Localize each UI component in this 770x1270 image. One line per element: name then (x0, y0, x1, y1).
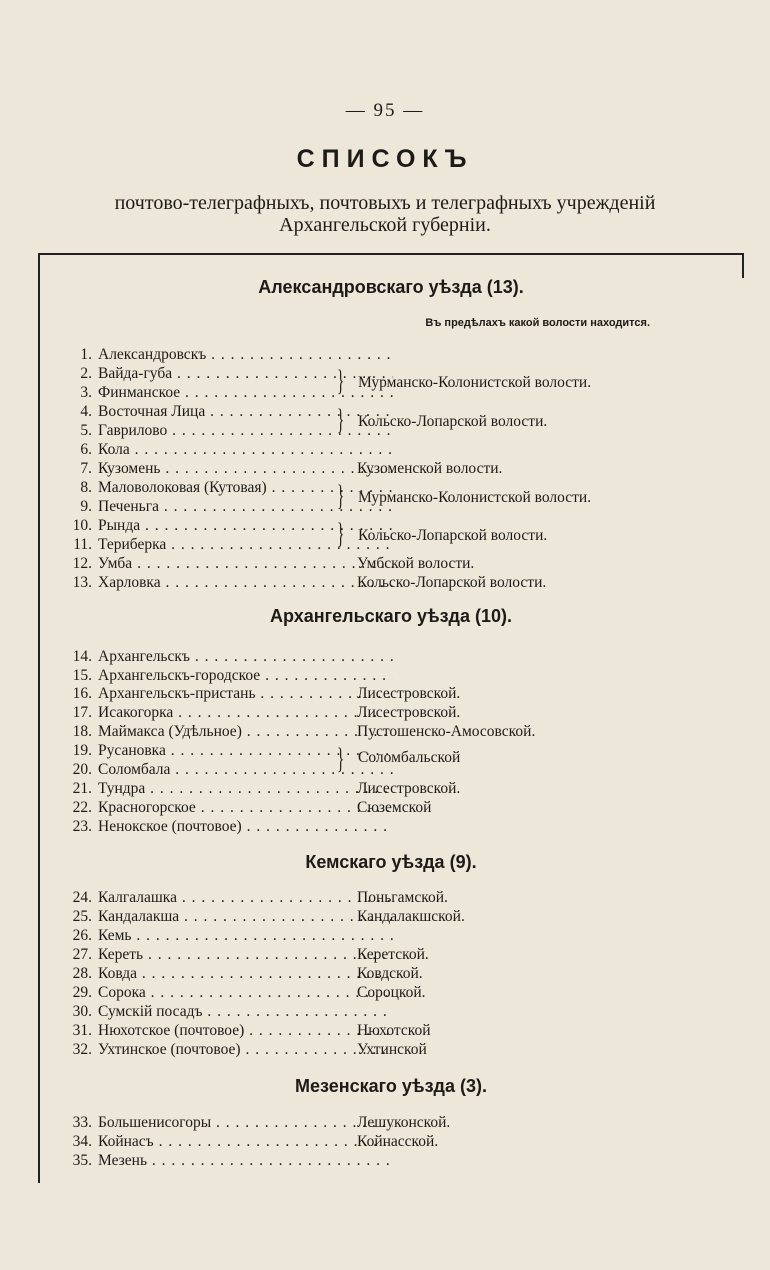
item-name: Александровскъ . . . (98, 345, 393, 364)
item-name: Архангельскъ-пристань . . . (98, 684, 393, 703)
item-volost: Умбской волости. (357, 555, 475, 572)
item-number: 24. (72, 889, 92, 906)
group-volost: Мурманско-Колонистской волости. (358, 374, 592, 391)
list-item (60, 1002, 740, 1021)
item-volost: Поньгамской. (357, 889, 448, 906)
list-item (60, 554, 740, 573)
item-number: 16. (72, 685, 92, 702)
item-volost: Лешуконской. (357, 1114, 451, 1131)
item-name: Умба . . . (98, 554, 393, 573)
item-number: 15. (72, 667, 92, 684)
item-name: Мезень . . . (98, 1151, 393, 1170)
item-name: Восточная Лица . . . (98, 402, 393, 421)
section-title-kem: Кемскаго уѣзда (9). (305, 852, 477, 872)
item-number: 28. (72, 965, 92, 982)
item-volost: Пустошенско-Амосовской. (357, 723, 536, 740)
item-name: Калгалашка . . . (98, 888, 393, 907)
brace: } (337, 403, 345, 436)
item-name: Койнасъ . . . (98, 1132, 393, 1151)
subtitle-line-1: почтово-телеграфныхъ, почтовыхъ и телеграфныхъ учрежденій (114, 192, 656, 214)
section-title-arkhangelsk: Архангельскаго уѣзда (10). (270, 606, 512, 626)
list-item (60, 1132, 740, 1151)
item-number: 21. (72, 780, 92, 797)
list-item (60, 798, 740, 817)
item-number: 1. (80, 346, 92, 363)
column-header: Въ предѣлахъ какой волости находится. (425, 317, 650, 329)
item-number: 10. (72, 517, 92, 534)
item-name: Гаврилово . . . (98, 421, 393, 440)
item-number: 22. (72, 799, 92, 816)
item-number: 30. (72, 1003, 92, 1020)
list-item (60, 666, 740, 685)
brace: } (337, 364, 345, 397)
item-name: Сорока . . . (98, 983, 393, 1002)
item-number: 18. (72, 723, 92, 740)
item-volost: Ухтинской (357, 1041, 427, 1058)
subtitle-line-2: Архангельской губерніи. (279, 214, 491, 236)
item-number: 14. (72, 648, 92, 665)
item-name: Архангельскъ . . . (98, 647, 393, 666)
item-volost: Сороцкой. (357, 984, 426, 1001)
item-number: 20. (72, 761, 92, 778)
item-number: 19. (72, 742, 92, 759)
item-number: 7. (80, 460, 92, 477)
item-name: Маймакса (Удѣльное) . . . (98, 722, 393, 741)
item-name: Красногорское . . . (98, 798, 393, 817)
list-item (60, 345, 740, 364)
item-volost: Сюземской (357, 799, 432, 816)
item-number: 35. (72, 1152, 92, 1169)
item-name: Ненокское (почтовое) . . . (98, 817, 393, 836)
item-name: Печеньга . . . (98, 497, 393, 516)
item-name: Кандалакша . . . (98, 907, 393, 926)
item-number: 6. (80, 441, 92, 458)
item-name: Архангельскъ-городское . . . (98, 666, 393, 685)
item-number: 5. (80, 422, 92, 439)
list-item (60, 440, 740, 459)
item-number: 33. (72, 1114, 92, 1131)
item-number: 25. (72, 908, 92, 925)
frame-right-rule (742, 253, 744, 278)
list-item (60, 647, 740, 666)
item-number: 32. (72, 1041, 92, 1058)
page-title: СПИСОКЪ (296, 145, 474, 173)
item-volost: Кольско-Лопарской волости. (357, 574, 547, 591)
page-number: — 95 — (345, 100, 425, 121)
item-number: 9. (80, 498, 92, 515)
item-number: 12. (72, 555, 92, 572)
item-number: 11. (73, 536, 92, 553)
list-item (60, 459, 740, 478)
item-number: 3. (80, 384, 92, 401)
section-title-aleksandrovsk: Александровскаго уѣзда (13). (258, 277, 524, 297)
item-number: 34. (72, 1133, 92, 1150)
item-number: 23. (72, 818, 92, 835)
item-name: Исакогорка . . . (98, 703, 393, 722)
item-volost: Лисестровской. (357, 685, 461, 702)
item-number: 29. (72, 984, 92, 1001)
item-number: 13. (72, 574, 92, 591)
list-item (60, 779, 740, 798)
item-volost: Керетской. (357, 946, 429, 963)
item-name: Большенисогоры . . . (98, 1113, 393, 1132)
group-volost: Мурманско-Колонистской волости. (358, 489, 592, 506)
item-name: Кемь . . . (98, 926, 393, 945)
item-name: Кереть . . . (98, 945, 393, 964)
list-item (60, 817, 740, 836)
item-name: Сумскій посадъ . . . (98, 1002, 393, 1021)
list-item (60, 983, 740, 1002)
subtitle (0, 192, 770, 236)
list-item (60, 888, 740, 907)
item-volost: Кандалакшской. (357, 908, 465, 925)
item-number: 26. (72, 927, 92, 944)
item-name: Ухтинское (почтовое) . . . (98, 1040, 393, 1059)
item-name: Кузомень . . . (98, 459, 393, 478)
item-name: Тундра . . . (98, 779, 393, 798)
brace: } (337, 517, 345, 550)
item-number: 17. (72, 704, 92, 721)
item-volost: Ковдской. (357, 965, 423, 982)
list-item (60, 907, 740, 926)
item-name: Нюхотское (почтовое) . . . (98, 1021, 393, 1040)
frame-left-rule (38, 253, 40, 1183)
group-volost: Кольско-Лопарской волости. (358, 413, 548, 430)
list-item (60, 1040, 740, 1059)
list-item (60, 964, 740, 983)
list-item (60, 703, 740, 722)
item-name: Териберка . . . (98, 535, 393, 554)
item-number: 31. (72, 1022, 92, 1039)
item-name: Финманское . . . (98, 383, 393, 402)
list-item (60, 945, 740, 964)
item-number: 8. (80, 479, 92, 496)
item-name: Соломбала . . . (98, 760, 393, 779)
list-item (60, 684, 740, 703)
list-item (60, 722, 740, 741)
list-item (60, 1113, 740, 1132)
group-volost: Кольско-Лопарской волости. (358, 527, 548, 544)
item-number: 4. (80, 403, 92, 420)
item-number: 2. (80, 365, 92, 382)
item-name: Харловка . . . (98, 573, 393, 592)
section-title-mezen: Мезенскаго уѣзда (3). (295, 1076, 487, 1096)
item-name: Кола . . . (98, 440, 393, 459)
item-name: Ковда . . . (98, 964, 393, 983)
item-volost: Кузоменской волости. (357, 460, 503, 477)
item-volost: Лисестровской. (357, 780, 461, 797)
list-item (60, 1021, 740, 1040)
item-name: Русановка . . . (98, 741, 393, 760)
list-item (60, 573, 740, 592)
brace: } (337, 479, 345, 512)
list-item (60, 926, 740, 945)
brace: } (337, 742, 345, 775)
item-volost: Нюхотской (357, 1022, 431, 1039)
item-name: Вайда-губа . . . (98, 364, 393, 383)
group-volost: Соломбальской (358, 749, 461, 766)
list-item (60, 1151, 740, 1170)
item-volost: Койнасской. (357, 1133, 439, 1150)
item-name: Рында . . . (98, 516, 393, 535)
item-name: Маловолоковая (Кутовая) . . . (98, 478, 393, 497)
item-number: 27. (72, 946, 92, 963)
frame-top-rule (38, 253, 744, 255)
item-volost: Лисестровской. (357, 704, 461, 721)
